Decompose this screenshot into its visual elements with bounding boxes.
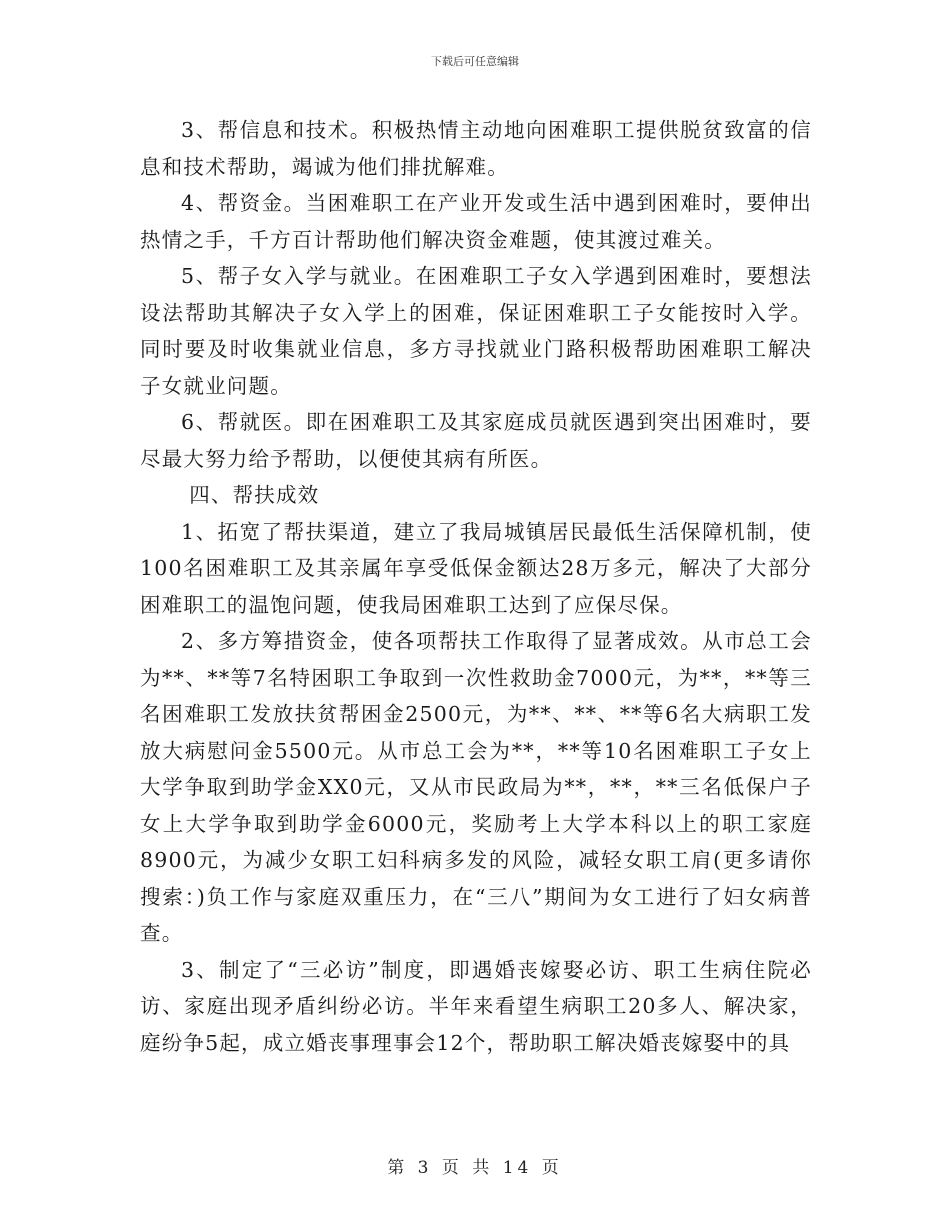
paragraph-help-medical: 6、帮就医。即在困难职工及其家庭成员就医遇到突出困难时，要尽最大努力给予帮助，以便使其病有所医。 xyxy=(140,410,812,471)
paragraph-result-channels: 1、拓宽了帮扶渠道，建立了我局城镇居民最低生活保障机制，使100名困难职工及其亲属年享受低保金额达28万多元，解决了大部分困难职工的温饱问题，使我局困难职工达到了应保尽保。 xyxy=(140,519,812,617)
page-header: 下载后可任意编辑 xyxy=(431,55,519,68)
body-content xyxy=(140,112,812,1061)
paragraph-help-education-employment: 5、帮子女入学与就业。在困难职工子女入学遇到困难时，要想法设法帮助其解决子女入学上的困难，保证困难职工子女能按时入学。同时要及时收集就业信息，多方寻找就业门路积极帮助困难职工解决子女就业问题。 xyxy=(140,264,812,398)
paragraph-result-visits: 3、制定了“三必访”制度，即遇婚丧嫁娶必访、职工生病住院必访、家庭出现矛盾纠纷必访。半年来看望生病职工20多人、解决家，庭纷争5起，成立婚丧事理事会12个，帮助职工解决婚丧嫁娶中的具 xyxy=(140,957,812,1055)
paragraph-help-funds: 4、帮资金。当困难职工在产业开发或生活中遇到困难时，要伸出热情之手，千方百计帮助他们解决资金难题，使其渡过难关。 xyxy=(140,191,812,252)
section-heading-results: 四、帮扶成效 xyxy=(189,483,320,507)
paragraph-help-information: 3、帮信息和技术。积极热情主动地向困难职工提供脱贫致富的信息和技术帮助，竭诚为他们排扰解难。 xyxy=(140,118,812,179)
page-footer: 第 3 页 共 14 页 xyxy=(387,1158,563,1178)
paragraph-result-funding: 2、多方筹措资金，使各项帮扶工作取得了显著成效。从市总工会为**、**等7名特困职工争取到一次性救助金7000元，为**，**等三名困难职工发放扶贫帮困金2500元，为**、**、**等6名大病职工发放大病慰问金5500元。从市总工会为**，**等10名困难职工子女上大学争取到助学金XX0元，又从市民政局为**，**，**三名低保户子女上大学争取到助学金6000元，奖励考上大学本科以上的职工家庭8900元，为减少女职工妇科病多发的风险，减轻女职工肩(更多请你搜索：)负工作与家庭双重压力，在“三八”期间为女工进行了妇女病普查。 xyxy=(140,629,812,945)
